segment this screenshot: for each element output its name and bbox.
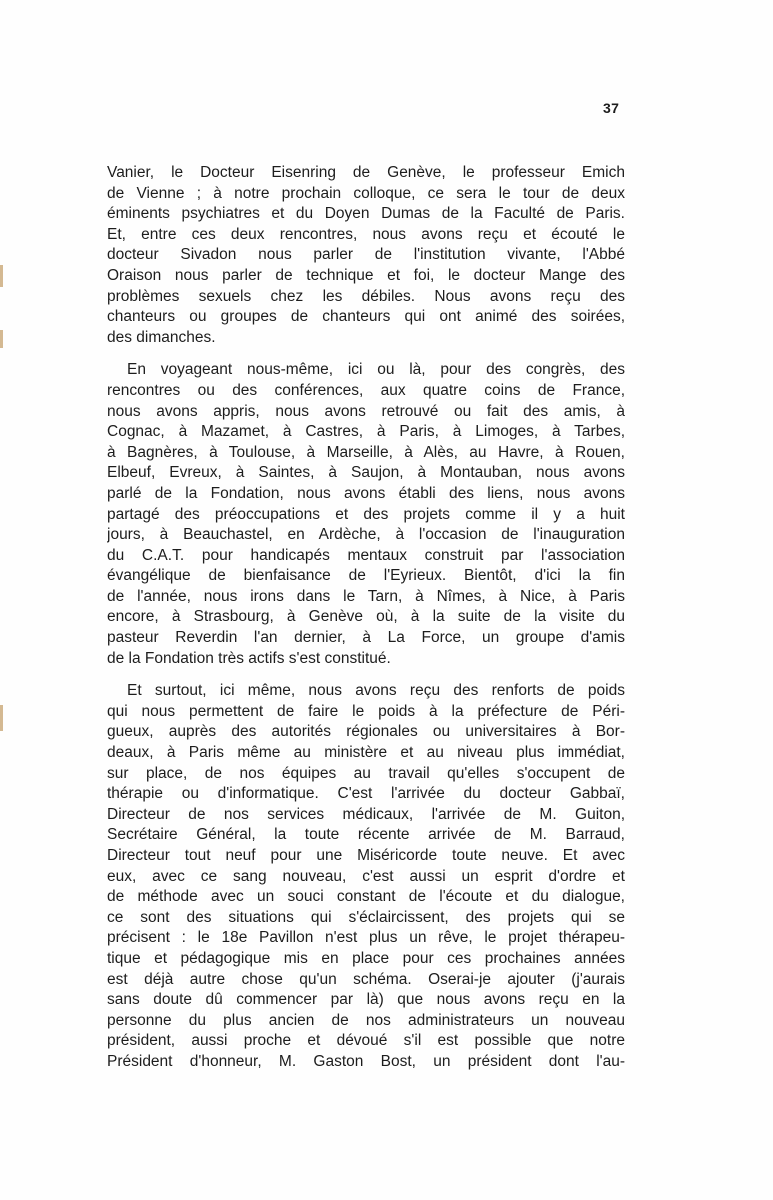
text-line: de Vienne ; à notre prochain colloque, ce sera le tour de deux: [107, 184, 625, 202]
text-line: gueux, auprès des autorités régionales ou universitaires à Bor-: [107, 723, 625, 741]
text-line: de la Fondation très actifs s'est constitué.: [107, 649, 391, 667]
text-line: problèmes sexuels chez les débiles. Nous avons reçu des: [107, 287, 625, 305]
text-line: du C.A.T. pour handicapés mentaux construit par l'association: [107, 546, 625, 564]
text-line: nous avons appris, nous avons retrouvé ou fait des amis, à: [107, 402, 625, 420]
text-line: Et, entre ces deux rencontres, nous avons reçu et écouté le: [107, 225, 625, 243]
margin-mark: [0, 265, 3, 287]
text-line: Cognac, à Mazamet, à Castres, à Paris, à Limoges, à Tarbes,: [107, 423, 625, 441]
text-line: docteur Sivadon nous parler de l'institution vivante, l'Abbé: [107, 246, 625, 264]
text-line: personne du plus ancien de nos administrateurs un nouveau: [107, 1011, 625, 1029]
text-line: rencontres ou des conférences, aux quatre coins de France,: [107, 381, 625, 399]
text-line: est déjà autre chose qu'un schéma. Oserai-je ajouter (j'aurais: [107, 970, 625, 988]
page-number: 37: [603, 100, 620, 116]
text-line: chanteurs ou groupes de chanteurs qui ont animé des soirées,: [107, 308, 625, 326]
text-line: Secrétaire Général, la toute récente arrivée de M. Barraud,: [107, 826, 625, 844]
text-line: En voyageant nous-même, ici ou là, pour des congrès, des: [127, 361, 625, 379]
text-line: encore, à Strasbourg, à Genève où, à la suite de la visite du: [107, 608, 625, 626]
text-line: tique et pédagogique mis en place pour ces prochaines années: [107, 949, 625, 967]
text-line: deaux, à Paris même au ministère et au niveau plus immédiat,: [107, 744, 625, 762]
text-line: à Bagnères, à Toulouse, à Marseille, à Alès, au Havre, à Rouen,: [107, 443, 625, 461]
text-line: Directeur de nos services médicaux, l'arrivée de M. Guiton,: [107, 805, 625, 823]
margin-mark: [0, 705, 3, 731]
text-line: Elbeuf, Evreux, à Saintes, à Saujon, à Montauban, nous avons: [107, 464, 625, 482]
text-line: Président d'honneur, M. Gaston Bost, un président dont l'au-: [107, 1052, 625, 1070]
text-line: de méthode avec un souci constant de l'écoute et du dialogue,: [107, 888, 625, 906]
paragraph: [107, 681, 625, 1072]
text-line: Oraison nous parler de technique et foi, le docteur Mange des: [107, 266, 625, 284]
text-line: thérapie ou d'informatique. C'est l'arrivée du docteur Gabbaï,: [107, 785, 625, 803]
text-line: Vanier, le Docteur Eisenring de Genève, le professeur Emich: [107, 164, 625, 181]
text-line: de l'année, nous irons dans le Tarn, à Nîmes, à Nice, à Paris: [107, 587, 625, 605]
text-line: sur place, de nos équipes au travail qu'elles s'occupent de: [107, 764, 625, 782]
paragraph: [107, 360, 625, 669]
text-line: pasteur Reverdin l'an dernier, à La Force, un groupe d'amis: [107, 629, 625, 647]
body-text: [107, 163, 625, 1085]
text-line: qui nous permettent de faire le poids à la préfecture de Péri-: [107, 702, 625, 720]
text-line: ce sont des situations qui s'éclaircissent, des projets qui se: [107, 908, 625, 926]
text-line: évangélique de bienfaisance de l'Eyrieux. Bientôt, d'ici la fin: [107, 567, 625, 585]
text-line: Directeur tout neuf pour une Miséricorde toute neuve. Et avec: [107, 847, 625, 864]
text-line: précisent : le 18e Pavillon n'est plus un rêve, le projet thérapeu-: [107, 929, 625, 947]
text-line: sans doute dû commencer par là) que nous avons reçu en la: [107, 991, 625, 1009]
paragraph: [107, 163, 625, 348]
text-line: partagé des préoccupations et des projets comme il y a huit: [107, 505, 625, 523]
text-line: des dimanches.: [107, 328, 216, 346]
text-line: eux, avec ce sang nouveau, c'est aussi un esprit d'ordre et: [107, 867, 625, 885]
margin-mark: [0, 330, 3, 348]
text-line: Et surtout, ici même, nous avons reçu des renforts de poids: [127, 682, 625, 700]
text-line: jours, à Beauchastel, en Ardèche, à l'occasion de l'inauguration: [107, 526, 625, 544]
text-line: éminents psychiatres et du Doyen Dumas de la Faculté de Paris.: [107, 205, 625, 223]
text-line: parlé de la Fondation, nous avons établi des liens, nous avons: [107, 484, 625, 502]
text-line: président, aussi proche et dévoué s'il est possible que notre: [107, 1032, 625, 1050]
